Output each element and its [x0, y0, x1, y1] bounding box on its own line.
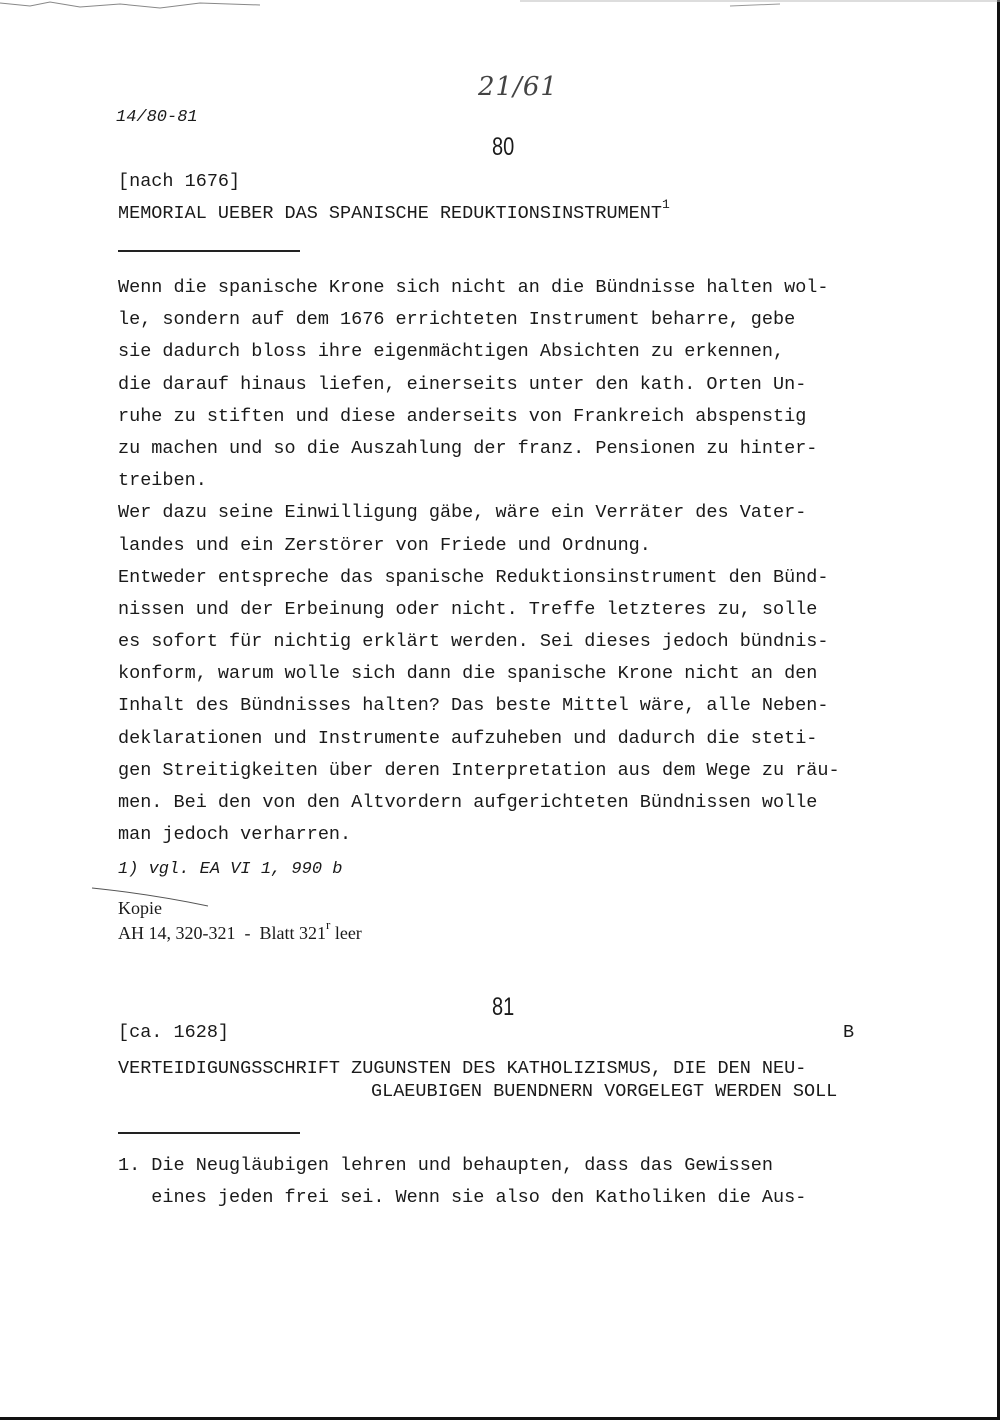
- body-line: deklarationen und Instrumente aufzuheben und dadurch die steti-: [118, 727, 818, 749]
- body-line: Entweder entspreche das spanische Reduktionsinstrument den Bünd-: [118, 566, 829, 588]
- source-label: Kopie: [118, 898, 162, 918]
- source-reference-text: AH 14, 320-321 - Blatt 321: [118, 923, 326, 943]
- scan-noise: [0, 0, 1000, 20]
- body-line: 1. Die Neugläubigen lehren und behaupten, dass das Gewissen: [118, 1155, 774, 1176]
- body-line: Inhalt des Bündnisses halten? Das beste Mittel wäre, alle Neben-: [118, 695, 829, 717]
- body-line: man jedoch verharren.: [118, 824, 352, 846]
- body-line: die darauf hinaus liefen, einerseits unter den kath. Orten Un-: [118, 373, 807, 395]
- document-body: [118, 272, 898, 851]
- document-date-2: [ca. 1628]: [118, 1022, 230, 1043]
- body-line: landes und ein Zerstörer von Friede und Ordnung.: [118, 534, 651, 556]
- body-line: men. Bei den von den Altvordern aufgerichteten Bündnissen wolle: [118, 792, 818, 813]
- body-line: Wer dazu seine Einwilligung gäbe, wäre ein Verräter des Vater-: [118, 502, 807, 524]
- body-line: ruhe zu stiften und diese anderseits von Frankreich abspenstig: [118, 405, 807, 427]
- body-line: le, sondern auf dem 1676 errichteten Instrument beharre, gebe: [118, 309, 796, 331]
- body-line: nissen und der Erbeinung oder nicht. Treffe letzteres zu, solle: [118, 598, 818, 620]
- handwritten-archive-mark: 21/61: [478, 72, 558, 102]
- document-body-2: [118, 1150, 898, 1214]
- body-line: es sofort für nichtig erklärt werden. Sei dieses jedoch bündnis-: [118, 631, 829, 653]
- document-number: 80: [492, 133, 515, 161]
- file-reference: 14/80-81: [116, 108, 198, 127]
- body-line: eines jeden frei sei. Wenn sie also den Katholiken die Aus-: [118, 1187, 807, 1209]
- source-reference: [118, 917, 362, 944]
- footnote: 1) vgl. EA VI 1, 990 b: [118, 860, 343, 879]
- document-letter: B: [843, 1022, 855, 1043]
- body-line: Wenn die spanische Krone sich nicht an die Bündnisse halten wol-: [118, 277, 829, 298]
- document-title-text: MEMORIAL UEBER DAS SPANISCHE REDUKTIONSINSTRUMENT: [118, 203, 662, 224]
- document-title-2-line1: VERTEIDIGUNGSSCHRIFT ZUGUNSTEN DES KATHOLIZISMUS, DIE DEN NEU-: [118, 1058, 807, 1079]
- body-line: treiben.: [118, 470, 207, 492]
- title-separator-rule: [118, 250, 300, 252]
- title-separator-rule-2: [118, 1132, 300, 1134]
- source-reference-tail: leer: [330, 923, 362, 943]
- body-line: gen Streitigkeiten über deren Interpretation aus dem Wege zu räu-: [118, 759, 840, 781]
- document-title-2-line2: GLAEUBIGEN BUENDNERN VORGELEGT WERDEN SOLL: [371, 1081, 838, 1102]
- source-superscript: r: [325, 917, 331, 932]
- document-number-2: 81: [492, 993, 515, 1021]
- document-title: [118, 197, 670, 224]
- body-line: sie dadurch bloss ihre eigenmächtigen Absichten zu erkennen,: [118, 341, 785, 363]
- footnote-mark: 1: [662, 197, 670, 212]
- body-line: konform, warum wolle sich dann die spanische Krone nicht an den: [118, 663, 818, 685]
- body-line: zu machen und so die Auszahlung der franz. Pensionen zu hinter-: [118, 437, 818, 459]
- document-date: [nach 1676]: [118, 171, 241, 192]
